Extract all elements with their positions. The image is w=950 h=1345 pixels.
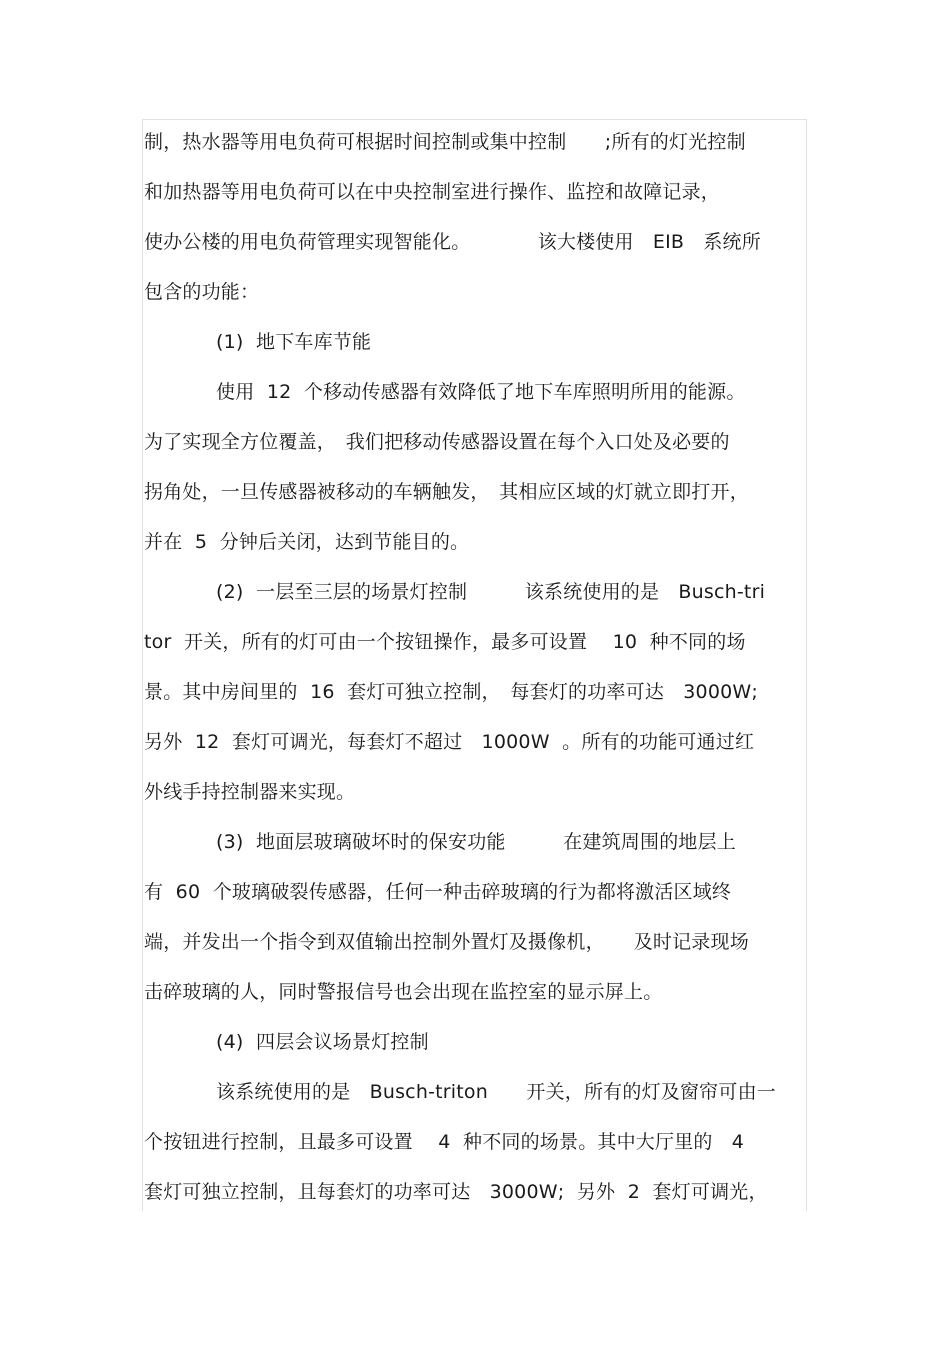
section-heading: (1) 地下车库节能 [216, 331, 372, 353]
paragraph-line: tor 开关，所有的灯可由一个按钮操作，最多可设置 10 种不同的场 [144, 631, 746, 653]
paragraph-line: 和加热器等用电负荷可以在中央控制室进行操作、监控和故障记录， [144, 181, 721, 203]
section-heading: (3) 地面层玻璃破坏时的保安功能 在建筑周围的地层上 [216, 831, 736, 853]
paragraph-line: 套灯可独立控制，且每套灯的功率可达 3000W; 另外 2 套灯可调光， [144, 1181, 768, 1203]
paragraph-line: 个按钮进行控制，且最多可设置 4 种不同的场景。其中大厅里的 4 [144, 1131, 745, 1153]
paragraph-line: 制，热水器等用电负荷可根据时间控制或集中控制 ;所有的灯光控制 [144, 131, 746, 153]
paragraph-line: 外线手持控制器来实现。 [144, 781, 356, 803]
paragraph-line: 另外 12 套灯可调光，每套灯不超过 1000W 。所有的功能可通过红 [144, 731, 755, 753]
paragraph-line: 为了实现全方位覆盖， 我们把移动传感器设置在每个入口处及必要的 [144, 431, 730, 453]
paragraph-line: 并在 5 分钟后关闭，达到节能目的。 [144, 531, 470, 553]
section-heading: (2) 一层至三层的场景灯控制 该系统使用的是 Busch-tri [216, 581, 766, 603]
paragraph-line: 使办公楼的用电负荷管理实现智能化。 该大楼使用 EIB 系统所 [144, 231, 761, 253]
paragraph-line: 击碎玻璃的人，同时警报信号也会出现在监控室的显示屏上。 [144, 981, 663, 1003]
paragraph-line: 该系统使用的是 Busch-triton 开关，所有的灯及窗帘可由一 [216, 1081, 776, 1103]
paragraph-line: 景。其中房间里的 16 套灯可独立控制， 每套灯的功率可达 3000W; [144, 681, 758, 703]
paragraph-line: 拐角处，一旦传感器被移动的车辆触发， 其相应区域的灯就立即打开， [144, 481, 749, 503]
paragraph-line: 包含的功能： [144, 281, 260, 303]
section-heading: (4) 四层会议场景灯控制 [216, 1031, 429, 1053]
paragraph-line: 使用 12 个移动传感器有效降低了地下车库照明所用的能源。 [216, 381, 746, 403]
paragraph-line: 有 60 个玻璃破裂传感器，任何一种击碎玻璃的行为都将激活区域终 [144, 881, 732, 903]
paragraph-line: 端，并发出一个指令到双值输出控制外置灯及摄像机， 及时记录现场 [144, 931, 749, 953]
